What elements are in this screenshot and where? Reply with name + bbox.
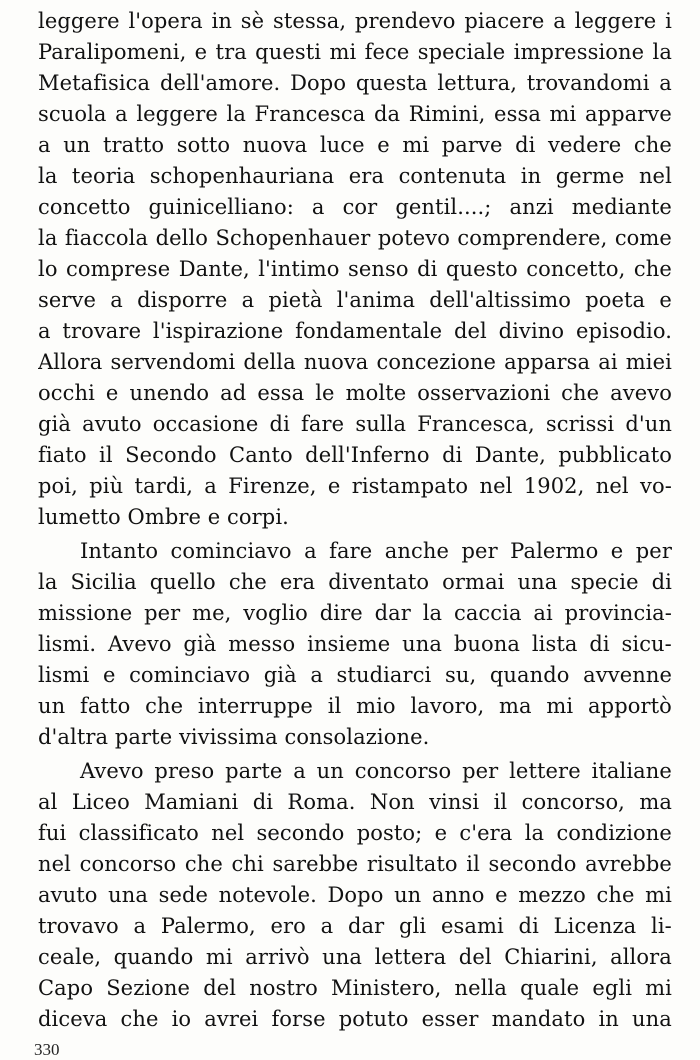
- text-line: la Sicilia quello che era diventato ormai una specie di: [38, 570, 672, 594]
- text-line: concetto guinicelliano: a cor gentil....; anzi mediante: [38, 195, 672, 219]
- text-line: lismi e cominciavo già a studiarci su, quando avvenne: [38, 663, 672, 687]
- text-line: Intanto cominciavo a fare anche per Palermo e per: [80, 539, 672, 563]
- page-number: 330: [34, 1040, 60, 1059]
- text-line: a un tratto sotto nuova luce e mi parve di vedere che: [38, 133, 672, 157]
- text-line: missione per me, voglio dire dar la caccia ai provincia-: [38, 601, 672, 625]
- text-line: al Liceo Mamiani di Roma. Non vinsi il concorso, ma: [38, 790, 672, 814]
- text-line: un fatto che interruppe il mio lavoro, ma mi apportò: [38, 694, 672, 718]
- text-line: poi, più tardi, a Firenze, e ristampato nel 1902, nel vo-: [38, 474, 672, 498]
- text-line: fui classificato nel secondo posto; e c'era la condizione: [38, 821, 672, 845]
- text-line: lo comprese Dante, l'intimo senso di questo concetto, che: [38, 257, 672, 281]
- text-line: leggere l'opera in sè stessa, prendevo piacere a leggere i: [38, 9, 672, 33]
- text-line: Avevo preso parte a un concorso per lettere italiane: [80, 759, 672, 783]
- text-line: serve a disporre a pietà l'anima dell'altissimo poeta e: [38, 288, 672, 312]
- text-line: Paralipomeni, e tra questi mi fece speciale impressione la: [38, 40, 672, 64]
- text-line: lumetto Ombre e corpi.: [38, 505, 289, 529]
- text-line: lismi. Avevo già messo insieme una buona lista di sicu-: [38, 632, 672, 656]
- text-line: scuola a leggere la Francesca da Rimini, essa mi apparve: [38, 102, 672, 126]
- book-page-text: [38, 6, 672, 1035]
- text-line: ceale, quando mi arrivò una lettera del Chiarini, allora: [38, 945, 672, 969]
- text-line: Allora servendomi della nuova concezione apparsa ai miei: [38, 350, 672, 374]
- text-line: la fiaccola dello Schopenhauer potevo comprendere, come: [38, 226, 672, 250]
- text-line: fiato il Secondo Canto dell'Inferno di Dante, pubblicato: [38, 443, 672, 467]
- text-line: d'altra parte vivissima consolazione.: [38, 725, 430, 749]
- text-line: occhi e unendo ad essa le molte osservazioni che avevo: [38, 381, 672, 405]
- text-line: Metafisica dell'amore. Dopo questa lettura, trovandomi a: [38, 71, 672, 95]
- text-line: già avuto occasione di fare sulla Francesca, scrissi d'un: [38, 412, 672, 436]
- text-line: a trovare l'ispirazione fondamentale del divino episodio.: [38, 319, 672, 343]
- text-line: diceva che io avrei forse potuto esser mandato in una: [38, 1007, 672, 1031]
- text-line: avuto una sede notevole. Dopo un anno e mezzo che mi: [38, 883, 672, 907]
- text-line: trovavo a Palermo, ero a dar gli esami di Licenza li-: [38, 914, 672, 938]
- text-line: Capo Sezione del nostro Ministero, nella quale egli mi: [38, 976, 672, 1000]
- text-line: la teoria schopenhauriana era contenuta in germe nel: [38, 164, 672, 188]
- text-line: nel concorso che chi sarebbe risultato il secondo avrebbe: [38, 852, 672, 876]
